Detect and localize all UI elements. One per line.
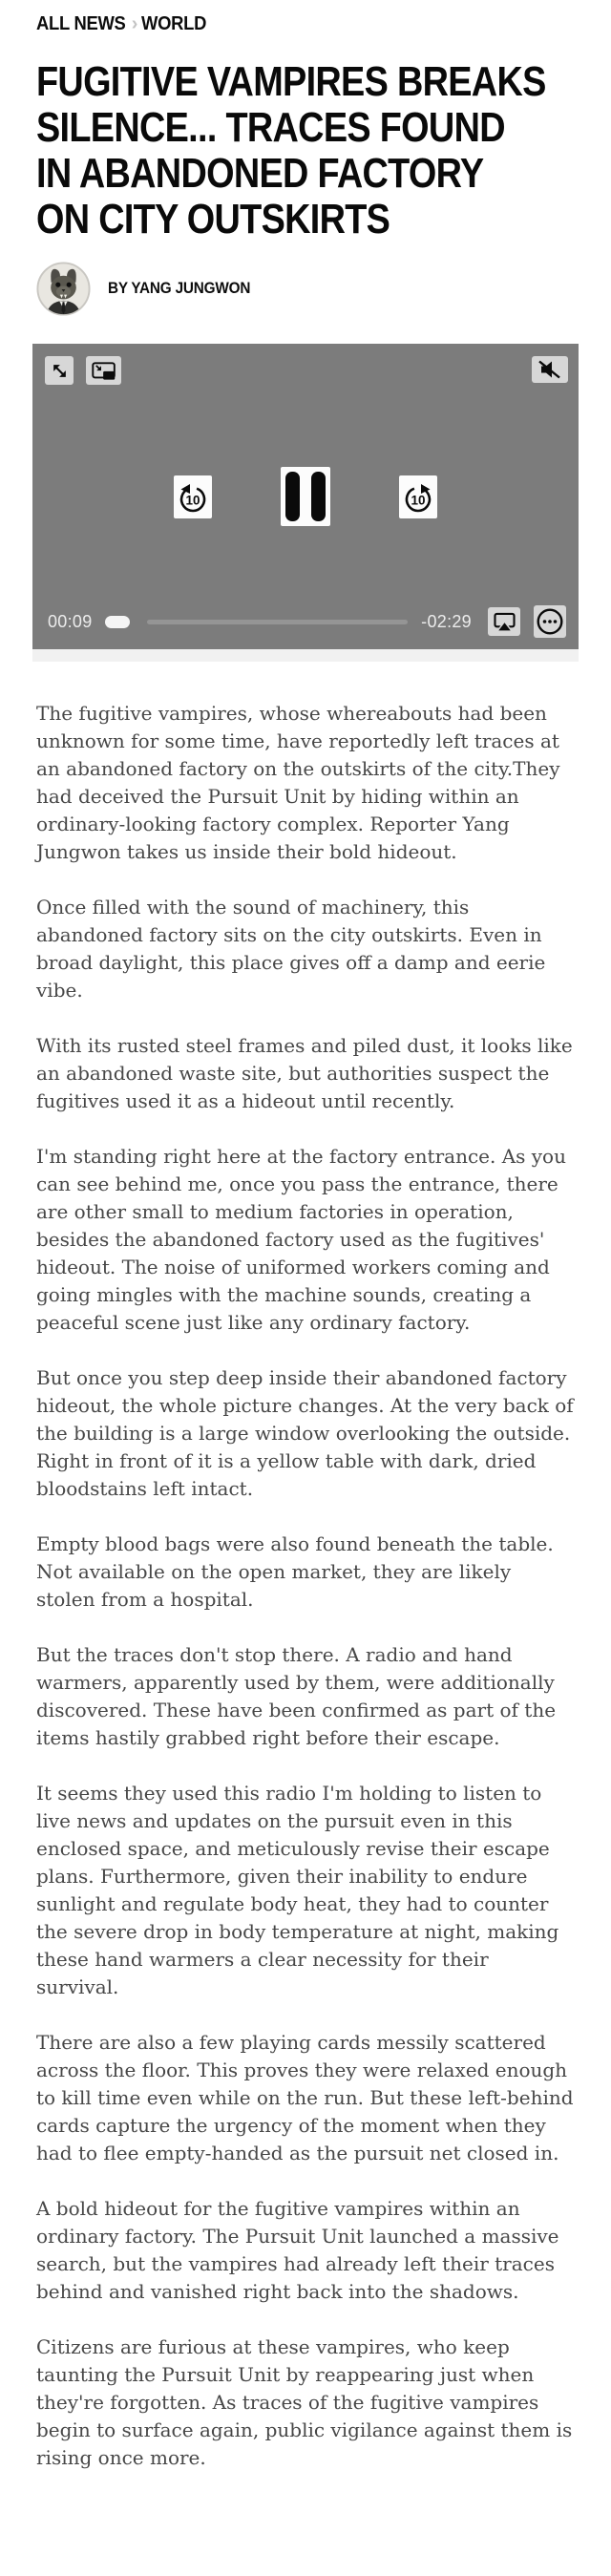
article-paragraph: The fugitive vampires, whose whereabouts had been unknown for some time, have reportedly left traces at an abandoned factory on the outskirts of the city.They had deceived the Pursuit Unit by hiding within an ordinary-looking factory complex. Reporter Yang Jungwon takes us inside their bold hideout.	[36, 702, 560, 863]
avatar	[36, 262, 91, 316]
forward-10-button[interactable]	[399, 475, 437, 518]
author-name: BY YANG JUNGWON	[108, 279, 251, 297]
svg-text:10: 10	[411, 493, 426, 508]
breadcrumb-world[interactable]: WORLD	[141, 12, 207, 34]
player-center-controls	[32, 344, 579, 649]
more-options-button[interactable]	[534, 605, 566, 638]
article-paragraph: But the traces don't stop there. A radio and hand warmers, apparently used by them, were additionally discovered. These have been confirmed as part of the items hastily grabbed right before their escape.	[36, 1643, 557, 1749]
progress-track[interactable]	[147, 620, 409, 624]
player-bottom-bar	[48, 605, 566, 638]
headline-line: IN ABANDONED FACTORY	[36, 150, 484, 197]
breadcrumb-all-news[interactable]: ALL NEWS	[36, 12, 126, 34]
rewind-10-button[interactable]	[174, 475, 212, 518]
remaining-time: -02:29	[421, 611, 472, 631]
video-player[interactable]	[32, 344, 579, 649]
article-body	[36, 700, 575, 2472]
article-paragraph: I'm standing right here at the factory entrance. As you can see behind me, once you pass the entrance, there are other small to medium factories in operation, besides the abandoned factory used as the fugitives' hideout. The noise of uniformed workers coming and going mingles with the machine sounds, creating a peaceful scene just like any ordinary factory.	[36, 1145, 566, 1334]
article-paragraph: There are also a few playing cards messily scattered across the floor. This proves they were relaxed enough to kill time even while on the run. But these left-behind cards capture the urgency of the moment when they had to flee empty-handed as the pursuit net closed in.	[36, 2031, 574, 2164]
breadcrumb	[36, 11, 575, 36]
more-icon	[536, 607, 564, 636]
headline-line: ON CITY OUTSKIRTS	[36, 196, 390, 243]
svg-text:10: 10	[185, 493, 200, 508]
headline-line: SILENCE... TRACES FOUND	[36, 104, 505, 151]
pause-icon	[311, 472, 326, 521]
chevron-right-icon: ›	[131, 12, 138, 34]
article-paragraph: With its rusted steel frames and piled dust, it looks like an abandoned waste site, but authorities suspect the fugitives used it as a hideout until recently.	[36, 1034, 573, 1112]
article-paragraph: Citizens are furious at these vampires, who keep taunting the Pursuit Unit by reappearing just when they're forgotten. As traces of the fugitive vampires begin to surface again, public vigilance against them is rising once more.	[36, 2335, 573, 2469]
forward-10-icon	[402, 477, 434, 516]
pause-icon	[285, 472, 300, 521]
article-paragraph: Once filled with the sound of machinery, this abandoned factory sits on the city outskirts. Even in broad daylight, this place gives off a damp and eerie vibe.	[36, 896, 546, 1002]
pause-button[interactable]	[281, 467, 330, 526]
scrubber-thumb[interactable]	[105, 616, 130, 628]
article-paragraph: But once you step deep inside their abandoned factory hideout, the whole picture changes. At the very back of the building is a large window overlooking the outside. Right in front of it is a yellow table with dark, dried bloodstains left intact.	[36, 1366, 574, 1500]
article-paragraph: Empty blood bags were also found beneath the table. Not available on the open market, they are likely stolen from a hospital.	[36, 1532, 554, 1611]
elapsed-time: 00:09	[48, 611, 93, 631]
article-paragraph: A bold hideout for the fugitive vampires within an ordinary factory. The Pursuit Unit launched a massive search, but the vampires had already left their traces behind and vanished right back into the shadows.	[36, 2197, 559, 2303]
rewind-10-icon	[177, 477, 209, 516]
headline-line: FUGITIVE VAMPIRES BREAKS	[36, 58, 546, 105]
page-title	[36, 59, 575, 243]
player-shelf	[32, 649, 579, 662]
airplay-button[interactable]	[488, 607, 520, 636]
airplay-icon	[494, 612, 516, 632]
byline	[36, 260, 575, 317]
article-paragraph: It seems they used this radio I'm holding to listen to live news and updates on the pursuit even in this enclosed space, and meticulously revise their escape plans. Furthermore, given their inability to endure sunlight and regulate body heat, they had to counter the severe drop in body temperature at night, making these hand warmers a clear necessity for their survival.	[36, 1782, 559, 1998]
